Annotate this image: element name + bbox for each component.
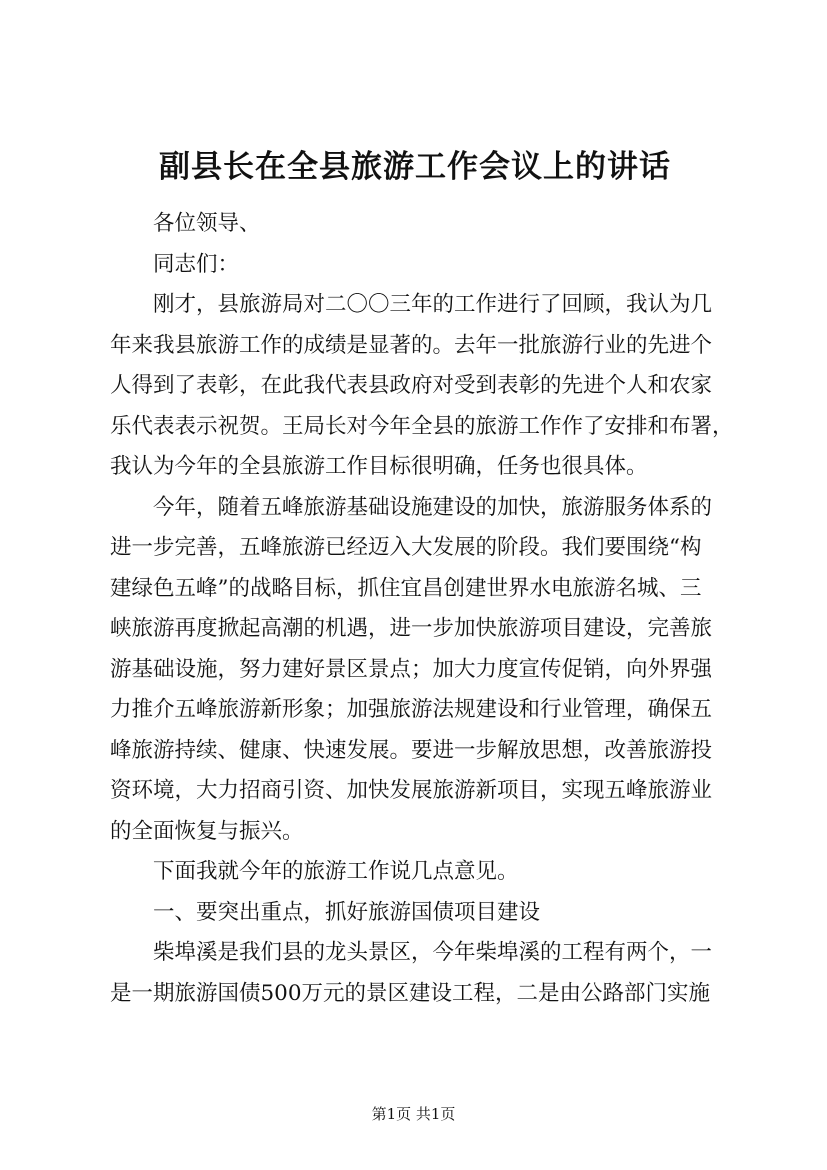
paragraph-2-line-4: 峡旅游再度掀起高潮的机遇，进一步加快旅游项目建设，完善旅 <box>110 616 713 641</box>
paragraph-2-line-1: 今年，随着五峰旅游基础设施建设的加快，旅游服务体系的 <box>153 494 713 520</box>
paragraph-4-line-1: 柴埠溪是我们县的龙头景区，今年柴埠溪的工程有两个，一 <box>153 940 713 965</box>
document-title: 副县长在全县旅游工作会议上的讲话 <box>159 149 671 185</box>
paragraph-2-line-7: 峰旅游持续、健康、快速发展。要进一步解放思想，改善旅游投 <box>110 737 713 763</box>
paragraph-1-line-4: 乐代表表示祝贺。王局长对今年全县的旅游工作作了安排和布署， <box>110 413 734 439</box>
paragraph-2-line-2: 进一步完善，五峰旅游已经迈入大发展的阶段。我们要围绕“构 <box>110 535 702 560</box>
paragraph-2-line-3: 建绿色五峰”的战略目标，抓住宜昌创建世界水电旅游名城、三 <box>110 575 702 601</box>
paragraph-1-line-5: 我认为今年的全县旅游工作目标很明确，任务也很具体。 <box>110 454 648 479</box>
salutation-line-1: 各位领导、 <box>153 211 261 236</box>
paragraph-1-line-3: 人得到了表彰，在此我代表县政府对受到表彰的先进个人和农家 <box>110 373 713 398</box>
paragraph-1-line-1: 刚才，县旅游局对二〇〇三年的工作进行了回顾，我认为几 <box>153 292 713 317</box>
salutation-line-2: 同志们： <box>153 251 240 277</box>
paragraph-2-line-5: 游基础设施，努力建好景区景点；加大力度宣传促销，向外界强 <box>110 656 713 682</box>
section-heading-1: 一、要突出重点，抓好旅游国债项目建设 <box>153 899 541 925</box>
paragraph-4-line-2: 是一期旅游国债500万元的景区建设工程，二是由公路部门实施 <box>110 980 711 1006</box>
paragraph-2-line-8: 资环境，大力招商引资、加快发展旅游新项目，实现五峰旅游业 <box>110 778 713 803</box>
document-body <box>110 138 734 1014</box>
paragraph-2-line-9: 的全面恢复与振兴。 <box>110 818 304 844</box>
paragraph-1-line-2: 年来我县旅游工作的成绩是显著的。去年一批旅游行业的先进个 <box>110 332 713 358</box>
page-footer <box>0 1104 827 1124</box>
paragraph-2-line-6: 力推介五峰旅游新形象；加强旅游法规建设和行业管理，确保五 <box>110 697 713 722</box>
paragraph-3-line-1: 下面我就今年的旅游工作说几点意见。 <box>153 859 519 884</box>
page-number-text: 第1页 共1页 <box>371 1105 456 1123</box>
